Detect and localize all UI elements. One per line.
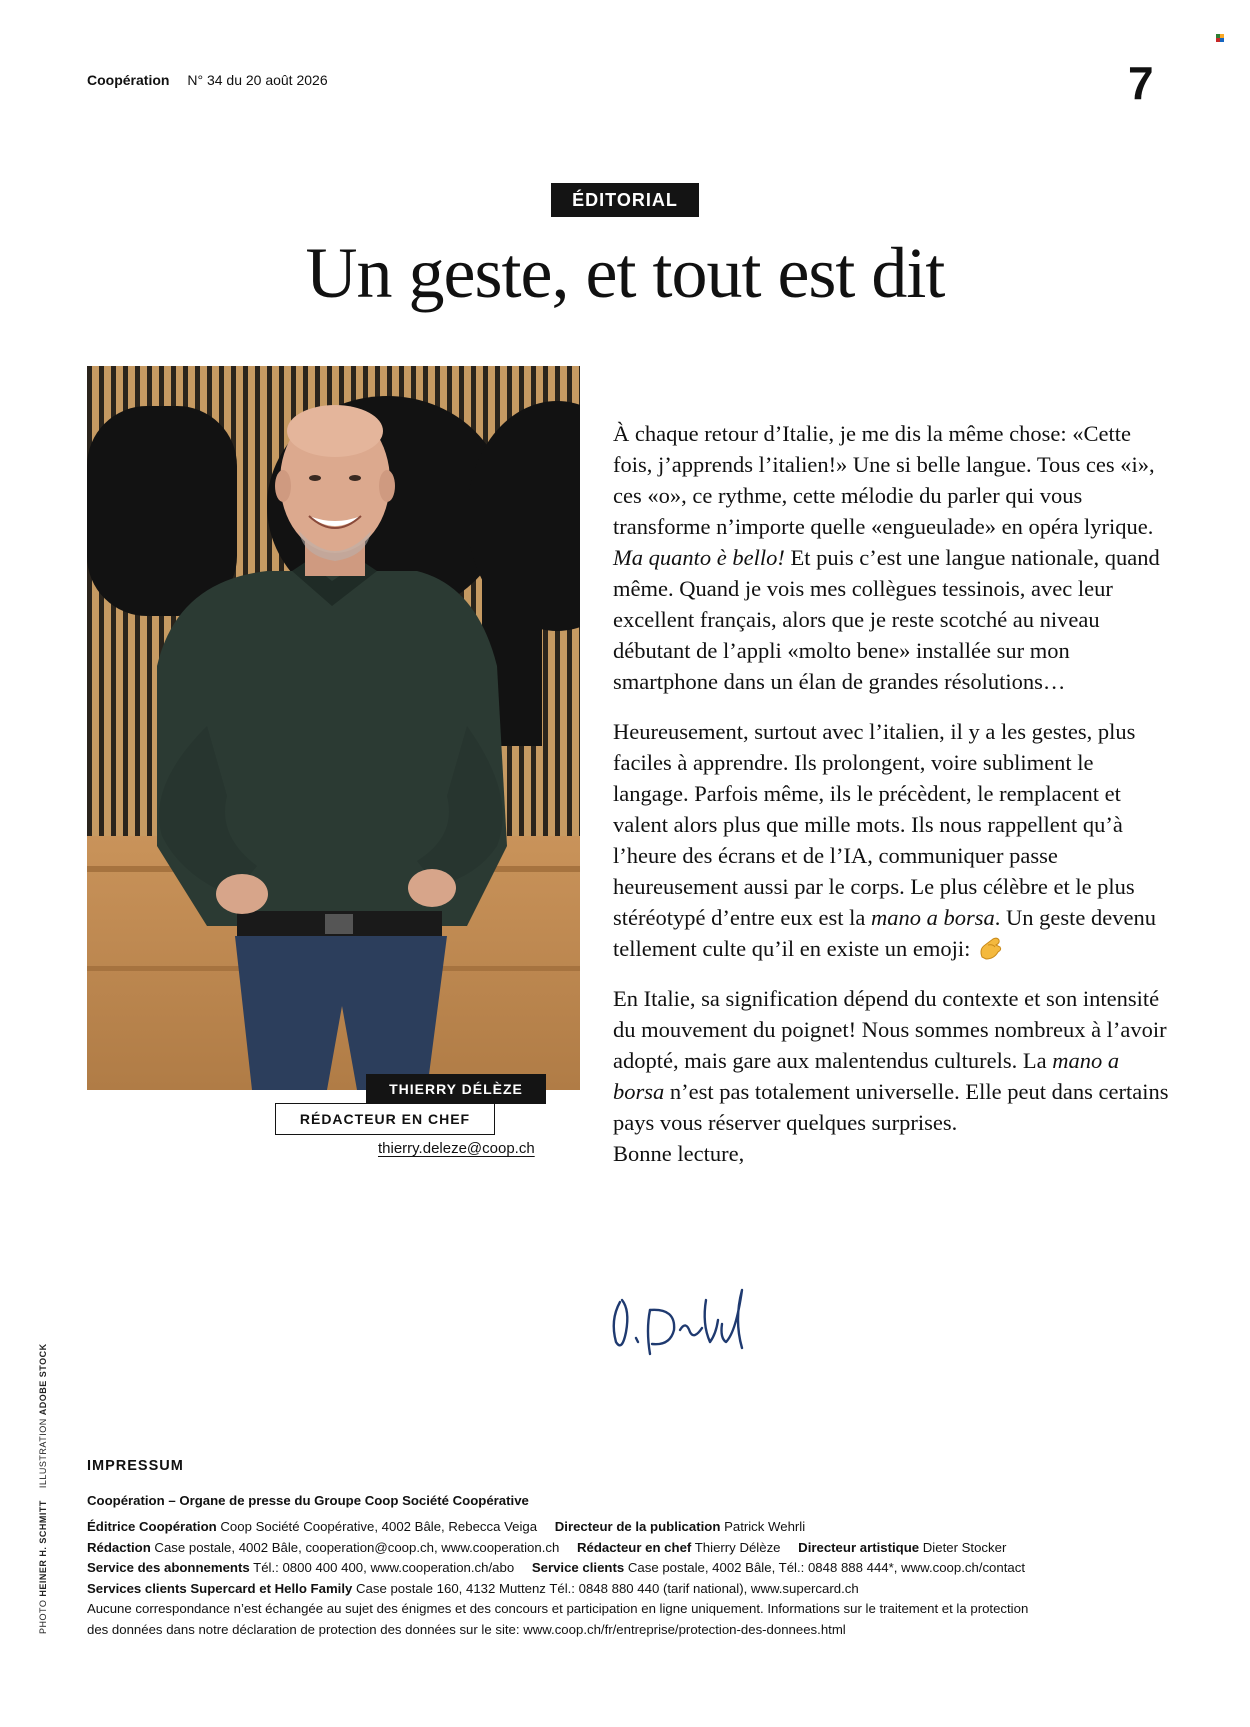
- author-photo: [87, 366, 580, 1090]
- closing-line: Bonne lecture,: [613, 1141, 745, 1166]
- impressum: [87, 1456, 1187, 1640]
- pinched-fingers-emoji-icon: [976, 935, 1004, 961]
- author-role-label: RÉDACTEUR EN CHEF: [275, 1103, 495, 1135]
- photo-credit: PHOTO HEINER H. SCHMITT ILLUSTRATION ADOBE STOCK: [38, 1343, 48, 1634]
- impressum-line-3: Service des abonnements Tél.: 0800 400 400, www.cooperation.ch/abo Service clients Case postale, 4002 Bâle, Tél.: 0848 888 444*, www.coop.ch/contact: [87, 1560, 1025, 1575]
- paragraph-2: Heureusement, surtout avec l’italien, il y a les gestes, plus faciles à apprendre. Ils prolongent, voire subliment le langage. Parfois même, ils le précèdent, le remplacent et valent alors plus que mille mots. Ils nous rappellent qu’à l’heure des écrans et de l’IA, communiquer passe heureusement aussi par le corps. Le plus célèbre et le plus stéréotypé d’entre eux est la mano a borsa. Un geste devenu tellement culte qu’il en existe un emoji:: [613, 719, 1156, 961]
- section-label: ÉDITORIAL: [551, 183, 699, 217]
- paragraph-1: À chaque retour d’Italie, je me dis la même chose: «Cette fois, j’apprends l’italien!» Une si belle langue. Tous ces «i», ces «o», ce rythme, cette mélodie du parler qui vous transforme n’importe quelle «engueulade» en opéra lyrique. Ma quanto è bello! Et puis c’est une langue nationale, quand même. Quand je vois mes collègues tessinois, avec leur excellent français, alors que je reste scotché au niveau débutant de l’appli «molto bene» installée sur mon smartphone dans un élan de grandes résolutions…: [613, 421, 1160, 694]
- impressum-title: IMPRESSUM: [87, 1458, 184, 1474]
- impressum-line-4: Services clients Supercard et Hello Family Case postale 160, 4132 Muttenz Tél.: 0848 880 440 (tarif national), www.supercard.ch: [87, 1580, 859, 1596]
- author-email-link[interactable]: thierry.deleze@coop.ch: [378, 1140, 535, 1157]
- impressum-line-1: Éditrice Coopération Coop Société Coopérative, 4002 Bâle, Rebecca Veiga Directeur de la publication Patrick Wehrli: [87, 1519, 806, 1534]
- impressum-note-2: des données dans notre déclaration de protection des données sur le site: www.coop.ch/fr/entreprise/protection-des-donnees.html: [87, 1621, 846, 1637]
- portrait-illustration: [87, 366, 580, 1090]
- editorial-body: [613, 418, 1173, 1188]
- impressum-note-1: Aucune correspondance n’est échangée au sujet des énigmes et des concours et participation en ligne uniquement. Informations sur le traitement et la protection: [87, 1601, 1029, 1616]
- masthead: [87, 72, 328, 88]
- page-number: 7: [1128, 57, 1154, 109]
- registration-mark-icon: [1216, 34, 1224, 42]
- issue-date: N° 34 du 20 août 2026: [187, 72, 328, 88]
- paragraph-3: En Italie, sa signification dépend du contexte et son intensité du mouvement du poignet! Nous sommes nombreux à l’avoir adopté, mais gare aux malentendus culturels. La mano a borsa n’est pas totalement universelle. Elle peut dans certains pays vous réserver quelques surprises. Bonne lecture,: [613, 983, 1173, 1169]
- author-signature: [606, 1280, 766, 1360]
- impressum-line-2: Rédaction Case postale, 4002 Bâle, cooperation@coop.ch, www.cooperation.ch Rédacteur en chef Thierry Délèze Directeur artistique Dieter Stocker: [87, 1539, 1007, 1555]
- author-name-label: THIERRY DÉLÈZE: [366, 1074, 546, 1104]
- publication-name: Coopération: [87, 72, 170, 88]
- article-headline: Un geste, et tout est dit: [305, 233, 945, 313]
- impressum-subtitle: Coopération – Organe de presse du Groupe Coop Société Coopérative: [87, 1492, 529, 1508]
